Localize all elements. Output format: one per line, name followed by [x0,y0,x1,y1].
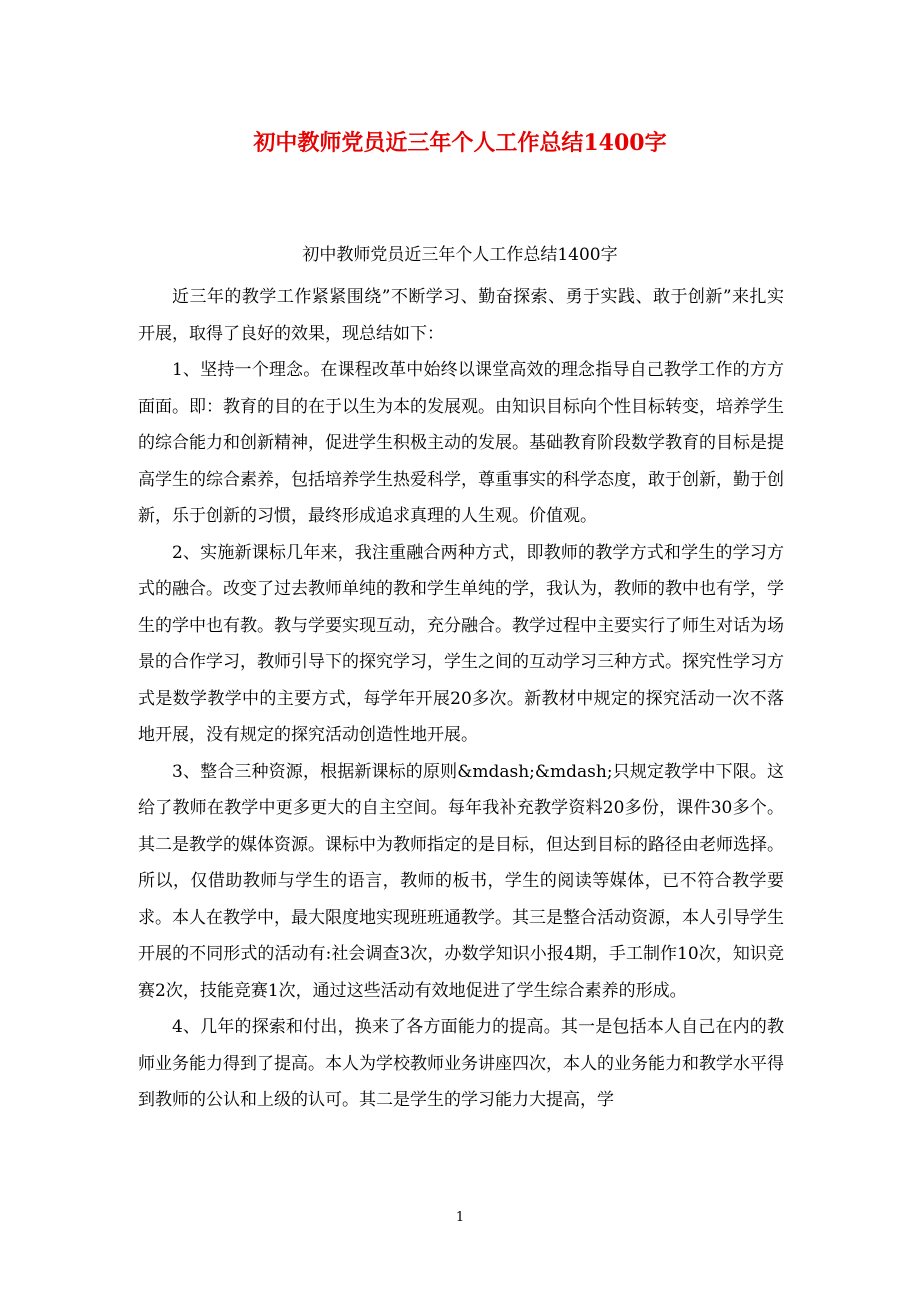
paragraph-2: 2、实施新课标几年来，我注重融合两种方式，即教师的教学方式和学生的学习方式的融合。改变了过去教师单纯的教和学生单纯的学，我认为，教师的教中也有学，学生的学中也有教。教与学要实现互动，充分融合。教学过程中主要实行了师生对话为场景的合作学习，教师引导下的探究学习，学生之间的互动学习三种方式。探究性学习方式是数学教学中的主要方式，每学年开展20多次。新教材中规定的探究活动一次不落地开展，没有规定的探究活动创造性地开展。 [138,542,784,745]
document-body [138,279,784,1119]
document-title: 初中教师党员近三年个人工作总结1400字 [253,130,667,156]
paragraph-4: 4、几年的探索和付出，换来了各方面能力的提高。其一是包括本人自己在内的教师业务能力得到了提高。本人为学校教师业务讲座四次，本人的业务能力和教学水平得到教师的公认和上级的认可。其二是学生的学习能力大提高，学 [138,1017,784,1110]
paragraph-intro: 近三年的教学工作紧紧围绕”不断学习、勤奋探索、勇于实践、敢于创新”来扎实开展，取得了良好的效果，现总结如下： [138,287,784,344]
paragraph-1: 1、坚持一个理念。在课程改革中始终以课堂高效的理念指导自己教学工作的方方面面。即：教育的目的在于以生为本的发展观。由知识目标向个性目标转变，培养学生的综合能力和创新精神，促进学生积极主动的发展。基础教育阶段数学教育的目标是提高学生的综合素养，包括培养学生热爱科学，尊重事实的科学态度，敢于创新，勤于创新，乐于创新的习惯，最终形成追求真理的人生观。价值观。 [138,360,784,526]
paragraph-3: 3、整合三种资源，根据新课标的原则&mdash;&mdash;只规定教学中下限。这给了教师在教学中更多更大的自主空间。每年我补充教学资料20多份，课件30多个。其二是教学的媒体资源。课标中为教师指定的是目标，但达到目标的路径由老师选择。所以，仅借助教师与学生的语言，教师的板书，学生的阅读等媒体，已不符合教学要求。本人在教学中，最大限度地实现班班通教学。其三是整合活动资源，本人引导学生开展的不同形式的活动有:社会调查3次，办数学知识小报4期，手工制作10次，知识竞赛2次，技能竞赛1次，通过这些活动有效地促进了学生综合素养的形成。 [138,761,784,1001]
document-subtitle: 初中教师党员近三年个人工作总结1400字 [302,245,618,265]
page-number: 1 [455,1210,465,1225]
